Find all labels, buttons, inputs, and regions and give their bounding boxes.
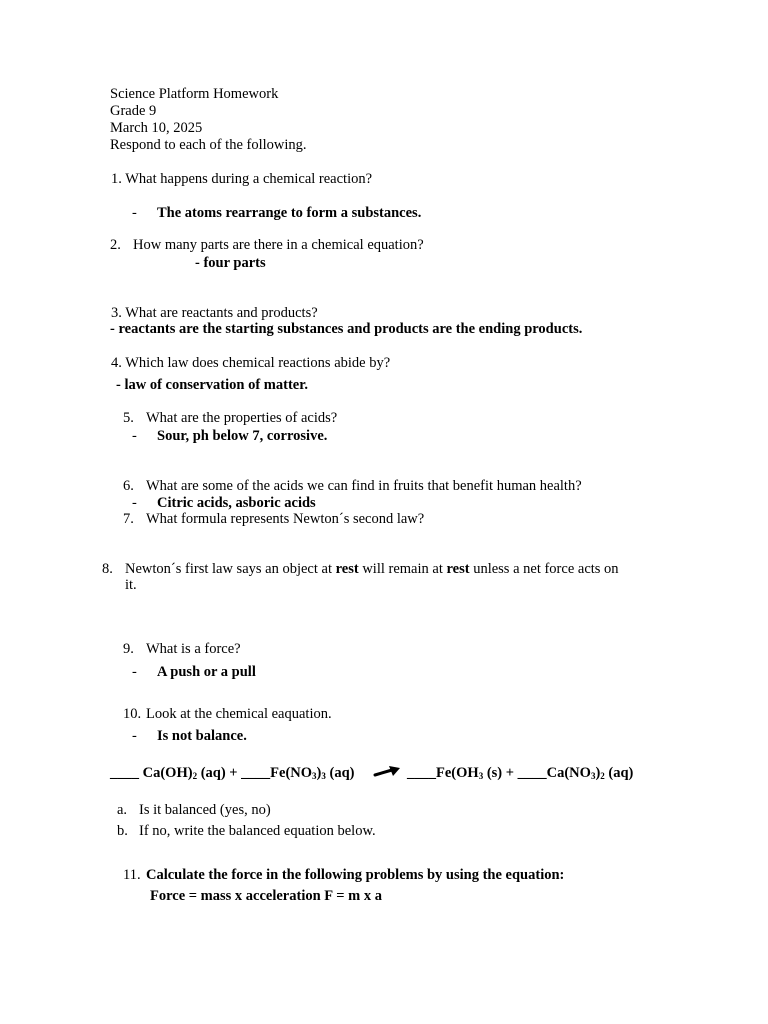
product-2-paren: ) xyxy=(595,765,601,781)
product-1: Fe(OH xyxy=(436,765,479,781)
subpart-a-text: Is it balanced (yes, no) xyxy=(139,802,271,818)
blank-3: ____ xyxy=(407,765,436,781)
question-8-text-c: unless a net force acts on xyxy=(469,561,619,577)
question-10: Look at the chemical eaquation. xyxy=(146,706,332,722)
answer-6: Citric acids, asboric acids xyxy=(157,495,316,511)
answer-3: - reactants are the starting substances and products are the ending products. xyxy=(110,321,583,337)
question-8-text-a: Newton´s first law says an object at xyxy=(125,561,336,577)
answer-9-dash: - xyxy=(132,664,137,680)
date-label: March 10, 2025 xyxy=(110,120,203,136)
question-8 xyxy=(125,561,619,578)
question-6: What are some of the acids we can find in fruits that benefit human health? xyxy=(146,478,582,494)
chemical-equation-reactants xyxy=(110,765,355,782)
subscript: 3 xyxy=(321,771,326,781)
question-5: What are the properties of acids? xyxy=(146,410,338,426)
question-1 xyxy=(111,171,372,188)
question-9-number: 9. xyxy=(123,641,134,657)
subpart-b-label: b. xyxy=(117,823,128,839)
grade-label: Grade 9 xyxy=(110,103,157,119)
product-2-state: (aq) xyxy=(604,765,634,781)
subscript: 2 xyxy=(600,771,605,781)
reaction-arrow-icon xyxy=(373,764,401,780)
subpart-b-text: If no, write the balanced equation below. xyxy=(139,823,376,839)
instructions: Respond to each of the following. xyxy=(110,137,307,153)
question-6-number: 6. xyxy=(123,478,134,494)
subscript: 2 xyxy=(192,771,198,781)
reactant-2-paren: ) xyxy=(316,765,322,781)
answer-1-dash: - xyxy=(132,205,137,221)
blank-2: ____ xyxy=(241,765,271,781)
blank-1: ____ xyxy=(110,765,139,781)
answer-4: - law of conservation of matter. xyxy=(116,377,308,393)
question-4: 4. Which law does chemical reactions abide by? xyxy=(111,355,391,371)
question-8-text-b: will remain at xyxy=(358,561,447,577)
question-11-number: 11. xyxy=(123,867,141,883)
reactant-1-state: (aq) + xyxy=(197,765,242,781)
question-10-number: 10. xyxy=(123,706,142,722)
question-number: 1. xyxy=(111,171,122,187)
worksheet-title: Science Platform Homework xyxy=(110,86,279,102)
question-9: What is a force? xyxy=(146,641,241,657)
subscript: 3 xyxy=(312,771,317,781)
answer-9: A push or a pull xyxy=(157,664,256,680)
answer-2: - four parts xyxy=(195,255,266,271)
product-1-state: (s) + xyxy=(483,765,518,781)
answer-10-dash: - xyxy=(132,728,137,744)
question-8-number: 8. xyxy=(102,561,113,577)
force-formula: Force = mass x acceleration F = m x a xyxy=(150,888,382,904)
reactant-1: Ca(OH) xyxy=(139,765,193,781)
answer-5: Sour, ph below 7, corrosive. xyxy=(157,428,328,444)
question-7-number: 7. xyxy=(123,511,134,527)
question-11: Calculate the force in the following problems by using the equation: xyxy=(146,867,565,883)
subpart-a-label: a. xyxy=(117,802,128,818)
question-5-number: 5. xyxy=(123,410,134,426)
answer-6-dash: - xyxy=(132,495,137,511)
subscript: 3 xyxy=(478,771,484,781)
question-text: What happens during a chemical reaction? xyxy=(125,171,373,187)
question-3: 3. What are reactants and products? xyxy=(111,305,318,321)
reactant-2-state: (aq) xyxy=(325,765,355,781)
blank-4: ____ xyxy=(517,765,547,781)
question-8-bold-a: rest xyxy=(335,561,359,577)
question-2: How many parts are there in a chemical equation? xyxy=(133,237,424,253)
question-7: What formula represents Newton´s second law? xyxy=(146,511,425,527)
answer-1: The atoms rearrange to form a substances. xyxy=(157,205,422,221)
question-8-wrap: it. xyxy=(125,577,137,593)
answer-10: Is not balance. xyxy=(157,728,247,744)
product-2: Ca(NO xyxy=(546,765,591,781)
question-8-bold-b: rest xyxy=(446,561,470,577)
subscript: 3 xyxy=(590,771,596,781)
chemical-equation-products xyxy=(407,765,633,782)
reactant-2: Fe(NO xyxy=(270,765,313,781)
answer-5-dash: - xyxy=(132,428,137,444)
question-2-number: 2. xyxy=(110,237,121,253)
